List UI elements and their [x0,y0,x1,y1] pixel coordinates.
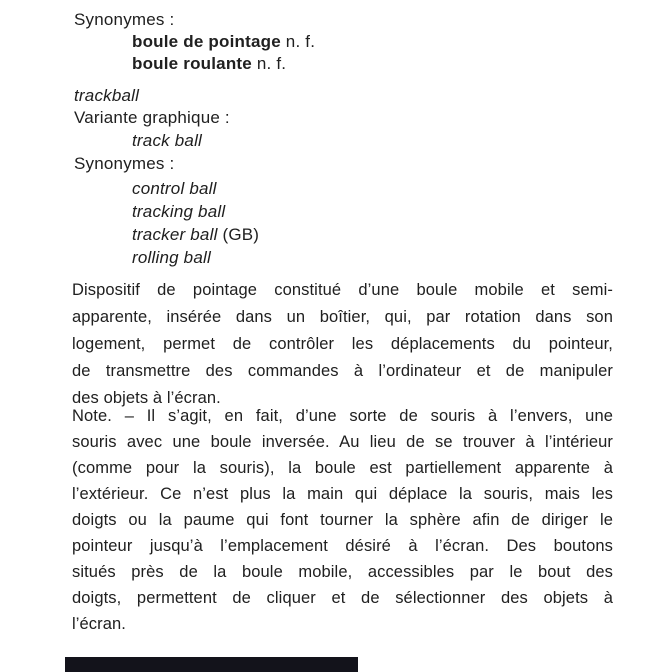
synonym-en-term: rolling ball [132,248,211,267]
synonyms-fr-label: Synonymes : [74,10,175,29]
note-line: doigts ou la paume qui font tourner la sphère afin de diriger le [72,511,613,529]
note-line: l’écran. [72,615,126,633]
note-line: doigts, permettent de cliquer et de sélectionner des objets à [72,589,613,607]
definition-line: apparente, insérée dans un boîtier, qui, par rotation dans son [72,308,613,326]
synonym-en-item [132,200,225,223]
synonym-en-item [132,177,217,200]
synonym-fr-item [132,52,286,75]
definition-line: logement, permet de contrôler les déplacements du pointeur, [72,335,613,353]
note-line: Note. – Il s’agit, en fait, d’une sorte de souris à l’envers, une [72,407,613,425]
note-line: l’extérieur. Ce n’est plus la main qui déplace la souris, mais les [72,485,613,503]
synonym-en-term: tracking ball [132,202,226,221]
definition-line: des objets à l’écran. [72,389,221,407]
english-term: trackball [74,86,140,105]
note-line: souris avec une boule inversée. Au lieu de se trouver à l’intérieur [72,433,613,451]
synonym-en-item [132,246,211,269]
synonym-fr-item [132,30,315,53]
definition-paragraph [72,277,613,412]
note-line: situés près de la boule mobile, accessibles par le bout des [72,563,613,581]
graphic-variant-item: track ball [132,131,203,150]
gender-abbreviation: n. f. [256,54,287,73]
synonym-en-item [132,223,259,246]
definition-line: Dispositif de pointage constitué d’une boule mobile et semi- [72,281,613,299]
gender-abbreviation: n. f. [285,32,316,51]
region-label: (GB) [222,225,260,244]
synonym-fr-term: boule roulante [132,54,252,73]
synonym-en-term: tracker ball [132,225,218,244]
note-line: (comme pour la souris), la boule est partiellement apparente à [72,459,613,477]
synonyms-en-label: Synonymes : [74,154,175,173]
graphic-variant-label: Variante graphique : [74,108,230,127]
definition-line: de transmettre des commandes à l’ordinateur et de manipuler [72,362,613,380]
note-line: pointeur jusqu’à l’emplacement désiré à l’écran. Des boutons [72,537,613,555]
next-entry-headword-bar [65,657,358,672]
synonym-fr-term: boule de pointage [132,32,281,51]
note-paragraph [72,403,613,637]
synonym-en-term: control ball [132,179,217,198]
